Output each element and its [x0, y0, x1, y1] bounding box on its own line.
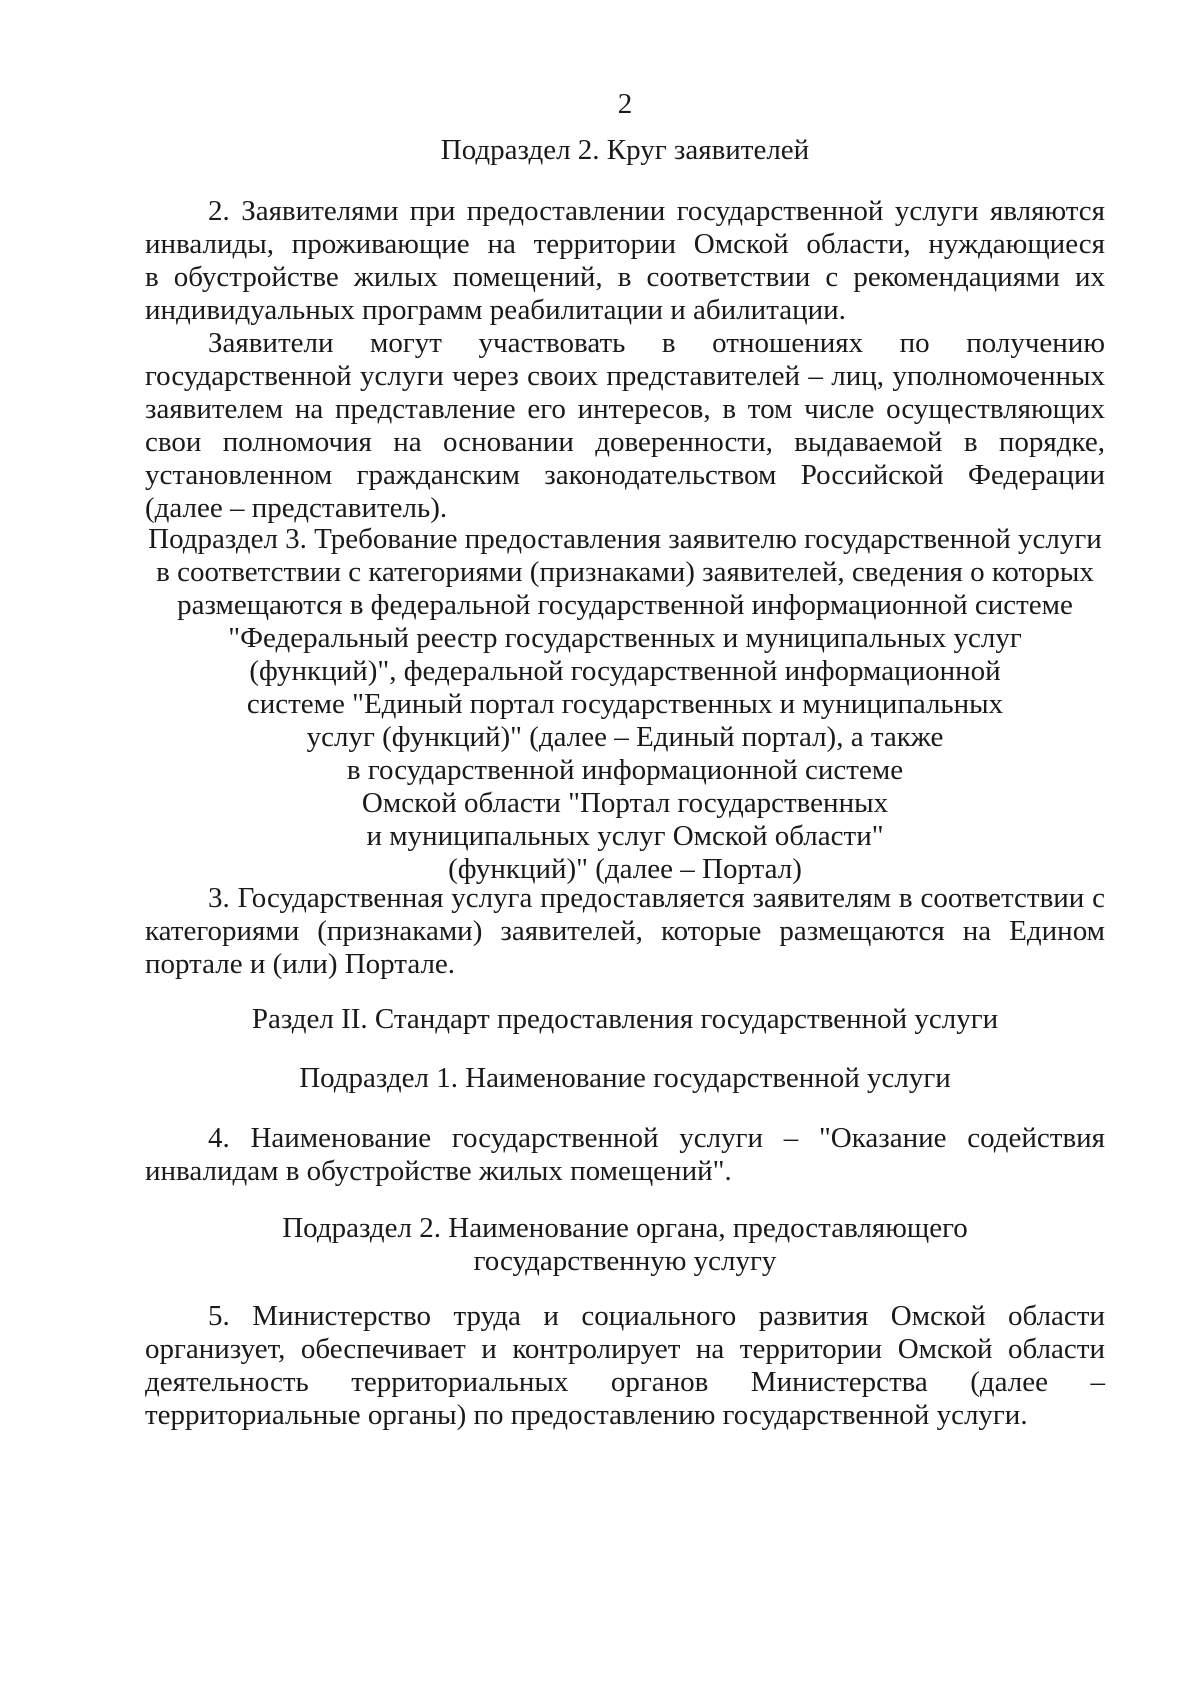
heading-line: услуг (функций)" (далее – Единый портал), а также: [306, 721, 944, 753]
paragraph-line: (далее – представитель).: [145, 492, 448, 524]
heading-line: системе "Единый портал государственных и муниципальных: [246, 688, 1004, 720]
paragraph-5: [145, 1300, 1105, 1432]
paragraph-line: индивидуальных программ реабилитации и абилитации.: [145, 294, 846, 326]
paragraph-3: [145, 882, 1105, 981]
paragraph-line: инвалиды, проживающие на территории Омской области, нуждающиеся: [145, 228, 1105, 260]
paragraph-line: деятельность территориальных органов Министерства (далее –: [145, 1366, 1105, 1398]
heading-line: (функций)", федеральной государственной информационной: [249, 655, 1001, 687]
heading-line: в государственной информационной системе: [346, 754, 904, 786]
paragraph-line: территориальные органы) по предоставлению государственной услуги.: [145, 1399, 1028, 1431]
paragraph-line: государственной услуги через своих представителей – лиц, уполномоченных: [145, 360, 1105, 392]
paragraph-line: заявителем на представление его интересов, в том числе осуществляющих: [145, 393, 1105, 425]
paragraph-line: портале и (или) Портале.: [145, 948, 456, 980]
paragraph-line: в обустройстве жилых помещений, в соответствии с рекомендациями их: [145, 261, 1105, 293]
heading-line: Подраздел 3. Требование предоставления заявителю государственной услуги: [148, 523, 1102, 555]
paragraph-2: [145, 195, 1105, 525]
heading-line: в соответствии с категориями (признаками) заявителей, сведения о которых: [156, 556, 1094, 588]
paragraph-4: [145, 1122, 1105, 1188]
section-2-heading: Раздел II. Стандарт предоставления государственной услуги: [251, 1003, 999, 1035]
heading-line: Подраздел 2. Наименование органа, предоставляющего: [282, 1212, 968, 1244]
heading-line: и муниципальных услуг Омской области": [366, 820, 884, 852]
heading-line: Омской области "Портал государственных: [361, 787, 889, 819]
page-number: 2: [617, 88, 633, 120]
paragraph-line: инвалидам в обустройстве жилых помещений".: [145, 1155, 732, 1187]
document-page: [145, 0, 1105, 1697]
paragraph-line: установленном гражданским законодательством Российской Федерации: [145, 459, 1105, 491]
paragraph-line: категориями (признаками) заявителей, которые размещаются на Едином: [145, 915, 1105, 947]
heading-line: размещаются в федеральной государственной информационной системе: [177, 589, 1073, 621]
heading-line: (функций)" (далее – Портал): [448, 853, 802, 885]
paragraph-line: Заявители могут участвовать в отношениях по получению: [208, 327, 1105, 359]
subsection-2-heading: Подраздел 2. Круг заявителей: [440, 134, 810, 166]
paragraph-line: организует, обеспечивает и контролирует на территории Омской области: [145, 1333, 1105, 1365]
subsection-1-heading: Подраздел 1. Наименование государственной услуги: [299, 1062, 951, 1094]
subsection-3-heading: [145, 523, 1105, 886]
heading-line: "Федеральный реестр государственных и муниципальных услуг: [228, 622, 1022, 654]
subsection-2b-heading: [145, 1212, 1105, 1278]
paragraph-line: 3. Государственная услуга предоставляется заявителям в соответствии с: [208, 882, 1105, 914]
heading-line: государственную услугу: [473, 1245, 777, 1277]
paragraph-line: 4. Наименование государственной услуги – "Оказание содействия: [208, 1122, 1105, 1154]
paragraph-line: свои полномочия на основании доверенности, выдаваемой в порядке,: [145, 426, 1105, 458]
paragraph-line: 2. Заявителями при предоставлении государственной услуги являются: [208, 195, 1105, 227]
paragraph-line: 5. Министерство труда и социального развития Омской области: [208, 1300, 1105, 1332]
